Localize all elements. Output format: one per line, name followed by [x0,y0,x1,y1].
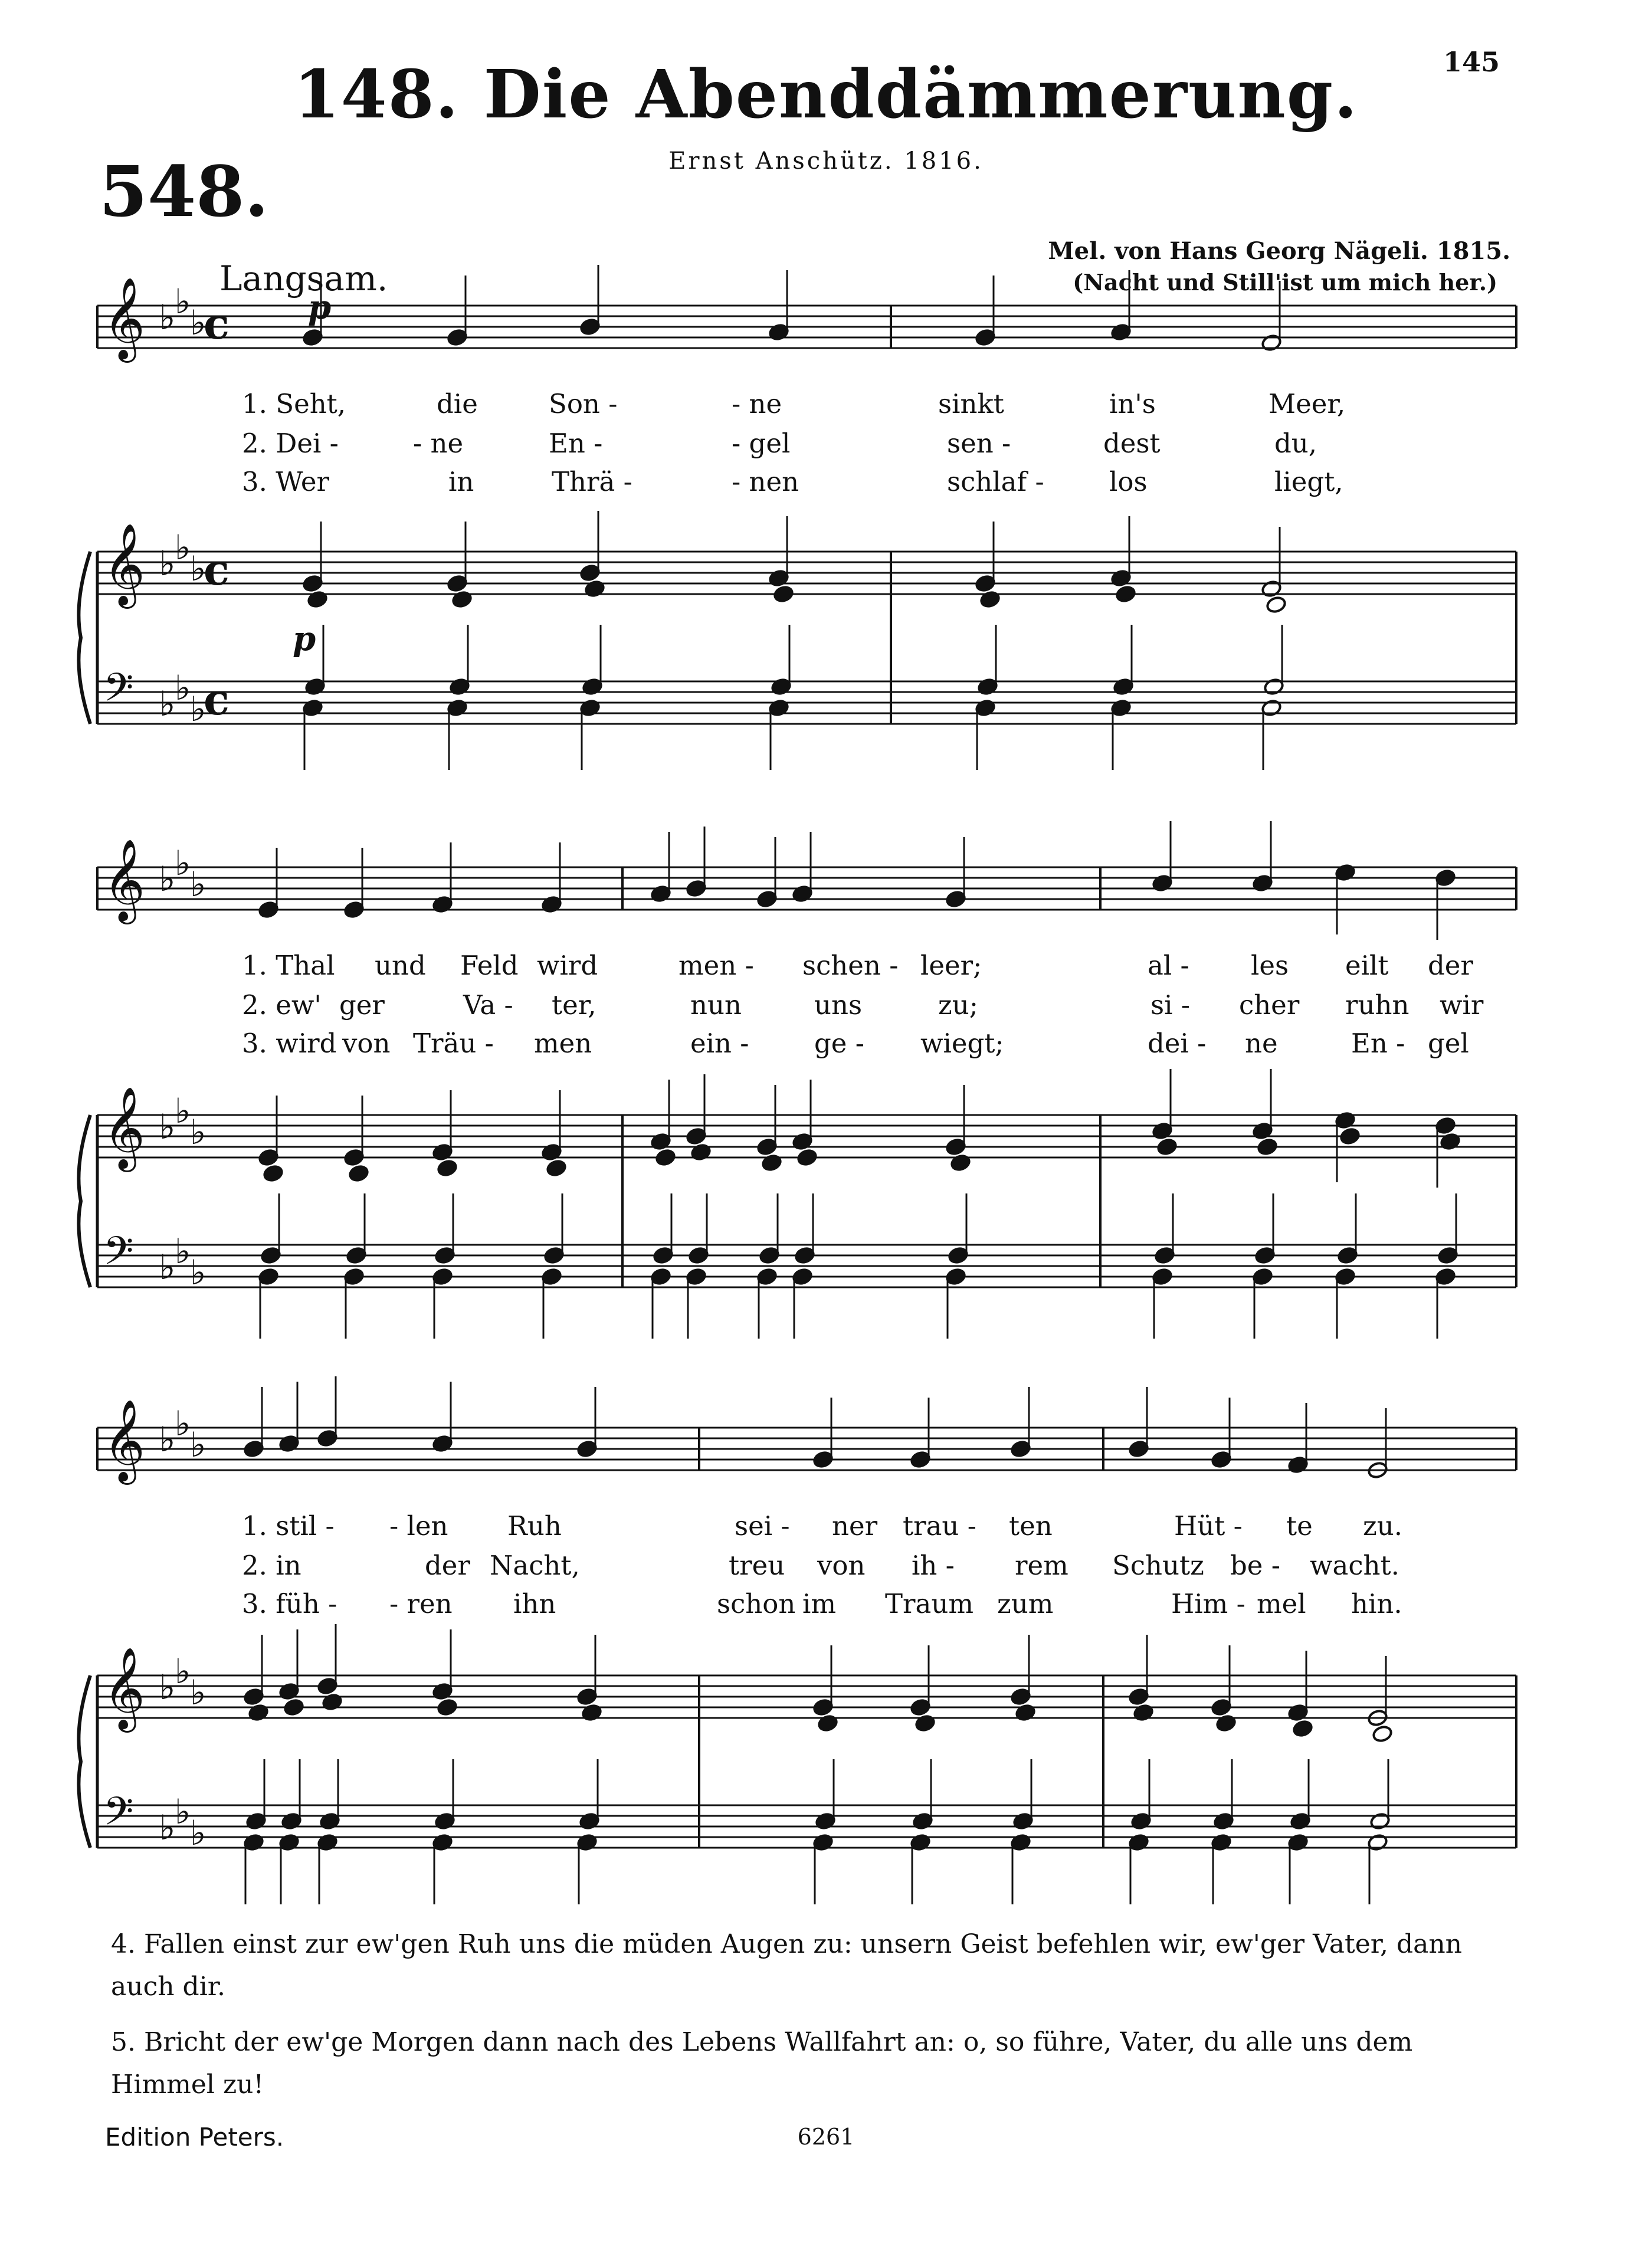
lyric-syllable: cher [1239,989,1300,1021]
treble-clef: 𝄞 [103,839,145,921]
treble-clef: 𝄞 [103,1399,145,1481]
lyric-syllable: les [1251,950,1289,981]
key-flat: ♭ [175,843,191,883]
key-flat: ♭ [159,1667,176,1707]
plate-number: 6261 [797,2124,855,2150]
notehead [1115,585,1136,604]
lyric-syllable: al - [1148,950,1189,981]
lyric-syllable: Hüt - [1174,1510,1243,1542]
lyric-syllable: men - [678,950,754,981]
key-flat: ♭ [190,1813,206,1853]
piano-brace [78,552,90,724]
key-flat: ♭ [159,543,176,583]
lyric-syllable: schlaf - [947,466,1044,497]
notehead [761,1154,782,1172]
bass-clef: 𝄢 [103,1228,134,1283]
key-flat: ♭ [175,1231,191,1271]
hymn-title: 148. Die Abenddämmerung. [293,56,1359,133]
text-author: Ernst Anschütz. 1816. [668,147,984,175]
lyric-syllable: Traum [885,1588,974,1619]
lyric-syllable: ger [339,989,385,1021]
notehead [655,1149,676,1167]
notehead [690,1143,712,1162]
lyric-syllable: ten [1009,1510,1053,1542]
notehead [437,1159,458,1178]
lyric-syllable: in [448,466,474,497]
notehead [796,1149,818,1167]
lyric-syllable: - ne [732,388,782,419]
key-flat: ♭ [175,1651,191,1691]
lyric-syllable: - ne [413,428,464,459]
lyric-syllable: si - [1150,989,1190,1021]
page-number: 145 [1443,46,1500,78]
key-flat: ♭ [159,859,176,899]
notehead [1133,1704,1154,1722]
lyric-syllable: treu [729,1550,785,1581]
key-flat: ♭ [190,1112,206,1152]
lyric-syllable: En - [1351,1028,1405,1059]
notehead [1215,1714,1237,1733]
lyric-syllable: ter, [552,989,596,1021]
notehead [1266,596,1287,614]
lyric-syllable: eilt [1345,950,1389,981]
lyric-syllable: der [425,1550,470,1581]
bass-clef: 𝄢 [103,1789,134,1844]
key-flat: ♭ [159,1808,176,1848]
notehead [248,1704,269,1722]
lyric-syllable: der [1428,950,1473,981]
lyric-syllable: ruhn [1345,989,1410,1021]
key-flat: ♭ [175,1091,191,1131]
lyric-syllable: liegt, [1274,466,1343,497]
notehead [546,1159,567,1178]
lyric-syllable: Nacht, [490,1550,580,1581]
notehead [979,591,1001,609]
notehead [1292,1720,1313,1738]
lyric-syllable: schon [717,1588,796,1619]
lyric-syllable: dest [1103,428,1161,459]
key-flat: ♭ [190,1252,206,1293]
lyric-syllable: Ruh [507,1510,562,1542]
lyric-syllable: ein - [690,1028,749,1059]
lyric-syllable: sinkt [938,388,1004,419]
lyric-syllable: dei - [1148,1028,1207,1059]
common-time: c [204,299,230,349]
melody-credit: Mel. von Hans Georg Nägeli. 1815. [1048,237,1510,265]
key-flat: ♭ [190,549,206,589]
lyric-syllable: Thrä - [552,466,632,497]
lyric-syllable: Him - [1171,1588,1245,1619]
treble-clef: 𝄞 [103,1647,145,1729]
lyric-syllable: leer; [920,950,982,981]
bass-clef: 𝄢 [103,665,134,720]
publisher-edition: Edition Peters. [105,2123,284,2152]
notehead [307,591,328,609]
common-time: c [204,545,230,595]
lyric-syllable: trau - [903,1510,976,1542]
lyric-syllable: gel [1428,1028,1469,1059]
key-flat: ♭ [175,527,191,568]
key-flat: ♭ [159,1107,176,1147]
notehead [1156,1138,1178,1156]
verse-5: 5. Bricht der ew'ge Morgen dann nach des Lebens Wallfahrt an: o, so führe, Vater, du alle uns dem Himmel zu! [111,2027,1413,2100]
lyric-syllable: 1. Seht, [242,388,346,419]
lyric-syllable: 2. ew' [242,989,322,1021]
key-flat: ♭ [159,297,176,337]
treble-clef: 𝄞 [103,523,145,605]
lyric-syllable: sen - [947,428,1011,459]
lyric-syllable: wiegt; [920,1028,1004,1059]
notehead [1257,1138,1278,1156]
key-flat: ♭ [190,1425,206,1465]
dynamic-voice: p [308,288,332,327]
notehead [451,591,473,609]
lyric-syllable: von [817,1550,866,1581]
lyric-syllable: mel [1257,1588,1306,1619]
notehead [437,1698,458,1717]
lyric-syllable: - len [389,1510,448,1542]
lyric-syllable: zu. [1363,1510,1402,1542]
lyric-syllable: 3. Wer [242,466,329,497]
lyric-syllable: ner [832,1510,878,1542]
lyric-syllable: nun [690,989,742,1021]
notehead [584,580,605,598]
lyric-syllable: in's [1109,388,1156,419]
notehead [1015,1704,1036,1722]
key-flat: ♭ [190,1673,206,1713]
treble-clef: 𝄞 [103,277,145,359]
lyric-syllable: uns [814,989,863,1021]
lyric-syllable: los [1109,466,1148,497]
notehead [322,1693,343,1711]
key-flat: ♭ [175,668,191,708]
notehead [348,1165,369,1183]
lyric-syllable: im [802,1588,837,1619]
notehead [950,1154,971,1172]
notehead [1372,1725,1393,1743]
lyric-syllable: - ren [389,1588,453,1619]
key-flat: ♭ [175,1792,191,1832]
lyric-syllable: hin. [1351,1588,1402,1619]
lyric-syllable: ne [1245,1028,1278,1059]
treble-clef: 𝄞 [103,1087,145,1169]
notehead [914,1714,936,1733]
notehead [263,1165,284,1183]
lyric-syllable: wir [1440,989,1484,1021]
notehead [581,1704,602,1722]
notehead [817,1714,838,1733]
lyric-syllable: und [375,950,426,981]
lyric-syllable: Va - [463,989,513,1021]
lyric-syllable: wird [537,950,598,981]
lyric-syllable: Feld [460,950,519,981]
lyric-syllable: te [1286,1510,1313,1542]
lyric-syllable: 3. wird [242,1028,337,1059]
lyric-syllable: sei - [735,1510,790,1542]
dynamic-piano: p [293,619,316,658]
lyric-syllable: 2. Dei - [242,428,339,459]
key-flat: ♭ [175,1403,191,1444]
lyric-syllable: Meer, [1268,388,1346,419]
lyric-syllable: - nen [732,466,799,497]
lyric-syllable: be - [1230,1550,1280,1581]
lyric-syllable: Schutz [1112,1550,1204,1581]
lyric-syllable: 2. in [242,1550,301,1581]
lyric-syllable: 1. stil - [242,1510,335,1542]
key-flat: ♭ [175,281,191,322]
lyric-syllable: wacht. [1310,1550,1399,1581]
lyric-syllable: men [534,1028,592,1059]
lyric-syllable: Son - [549,388,618,419]
lyric-syllable: Träu - [413,1028,494,1059]
additional-verses [111,1923,1521,2119]
key-flat: ♭ [190,303,206,343]
lyric-syllable: zu; [938,989,978,1021]
lyric-syllable: 3. füh - [242,1588,337,1619]
lyric-syllable: - gel [732,428,791,459]
lyric-syllable: schen - [802,950,899,981]
key-flat: ♭ [190,689,206,729]
lyric-syllable: zum [997,1588,1054,1619]
lyric-syllable: rem [1015,1550,1068,1581]
tempo-marking: Langsam. [219,258,388,299]
lyric-syllable: die [437,388,478,419]
lyric-syllable: ge - [814,1028,864,1059]
lyric-syllable: von [342,1028,391,1059]
key-flat: ♭ [159,1419,176,1460]
hymn-number: 548. [99,150,269,232]
piano-brace [78,1675,90,1848]
notehead [283,1698,304,1717]
notehead [1339,1127,1361,1146]
lyric-syllable: ihn [513,1588,556,1619]
lyric-syllable: du, [1274,428,1317,459]
key-flat: ♭ [159,1247,176,1287]
common-time: c [204,674,230,724]
notehead [1440,1133,1461,1151]
verse-4: 4. Fallen einst zur ew'gen Ruh uns die müden Augen zu: unsern Geist befehlen wir, ew'ger Vater, dann auch dir. [111,1929,1462,2002]
notehead [773,585,794,604]
key-flat: ♭ [190,864,206,904]
lyric-syllable: En - [549,428,603,459]
key-flat: ♭ [159,684,176,724]
lyric-syllable: 1. Thal [242,950,335,981]
lyric-syllable: ih - [912,1550,955,1581]
melody-name: (Nacht und Still'ist um mich her.) [1073,269,1497,296]
piano-brace [78,1115,90,1287]
